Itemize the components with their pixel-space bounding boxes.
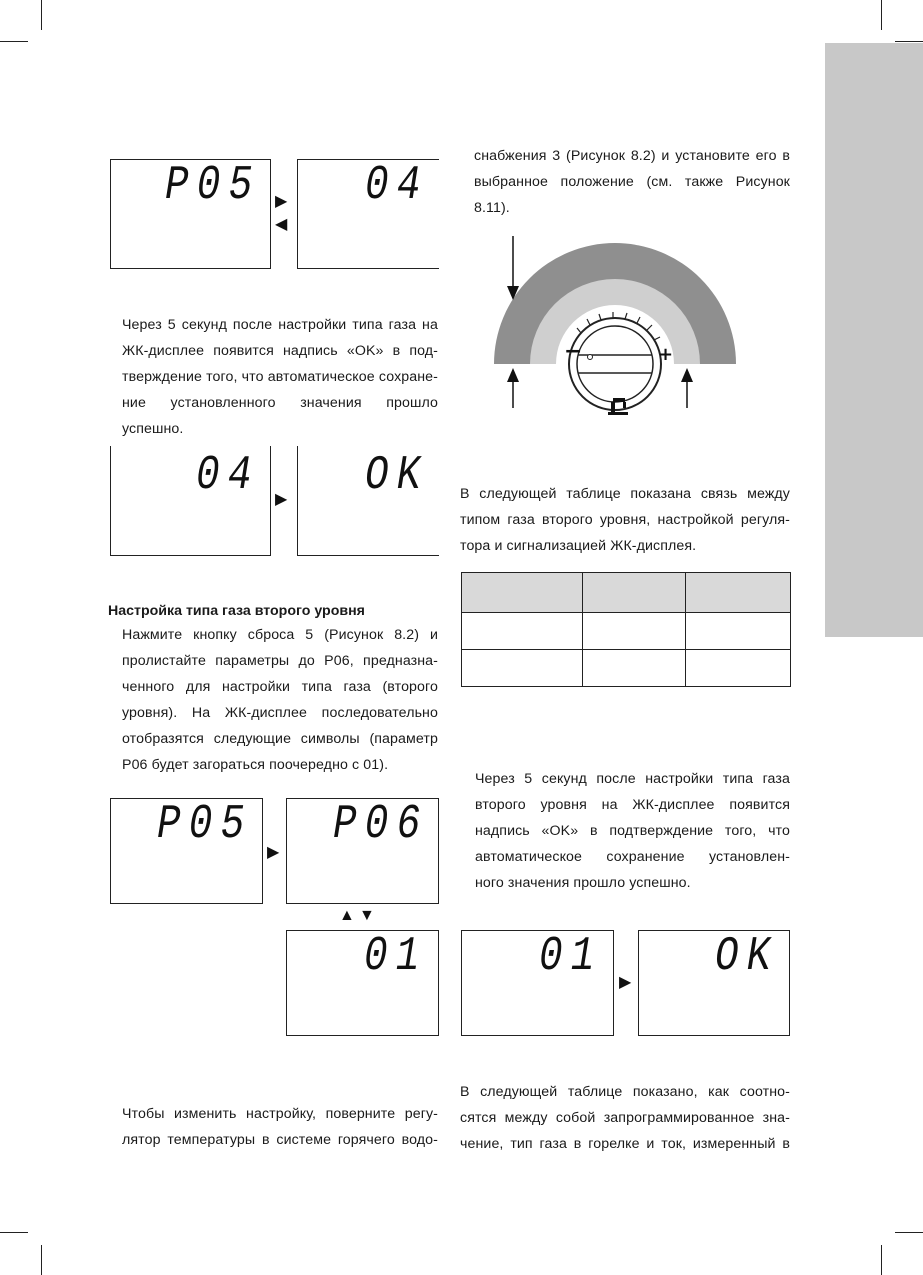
arrow-right-icon: ▶ (619, 974, 632, 991)
crop-mark (41, 0, 42, 30)
text-line: типом газа второго уровня, настройкой регуля- (460, 512, 790, 528)
crop-mark (895, 1232, 923, 1233)
text-line: снабжения 3 (Рисунок 8.2) и установите его в (474, 148, 790, 164)
text-line: В следующей таблице показана связь между (460, 486, 790, 502)
text-line: надпись «OK» в подтверждение того, что (475, 823, 790, 839)
text-line: P06 будет загораться поочередно с 01). (122, 757, 389, 773)
text-line: В следующей таблице показано, как соотно- (460, 1084, 790, 1100)
lcd-display (297, 446, 439, 556)
lcd-value: P06 (332, 798, 428, 852)
plus-label: + (658, 344, 674, 365)
arrow-right-icon: ▶ (275, 491, 288, 508)
lcd-display (638, 930, 790, 1036)
paragraph-reset-instructions (122, 622, 438, 778)
arrow-right-icon: ▶ (267, 844, 280, 861)
table-row (462, 650, 791, 687)
table-cell (462, 573, 583, 613)
arrow-left-icon: ◀ (275, 216, 288, 233)
lcd-value: 01 (539, 930, 603, 984)
lcd-display (110, 159, 271, 269)
lcd-display (461, 930, 614, 1036)
paragraph-table-intro (460, 481, 790, 559)
text-line: уровня). На ЖК-дисплее последовательно (122, 705, 438, 721)
lcd-display (297, 159, 439, 269)
lcd-value: OK (365, 449, 429, 503)
arrow-up-icon: ▲ (339, 907, 355, 924)
lcd-value: 01 (364, 930, 428, 984)
text-line: Через 5 секунд после настройки типа газа на (122, 317, 438, 333)
section-heading: Настройка типа газа второго уровня (108, 603, 365, 619)
lcd-display (286, 798, 439, 904)
text-line: пролистайте параметры до P06, предназна- (122, 653, 438, 669)
text-line: Чтобы изменить настройку, поверните регу- (122, 1106, 438, 1122)
lcd-display (286, 930, 439, 1036)
text-line: выбранное положение (см. также Рисунок 8.11). (474, 174, 790, 216)
lcd-value: P05 (164, 159, 260, 213)
table-cell (686, 613, 791, 650)
paragraph-top-right (474, 143, 790, 221)
text-line: тора и сигнализацией ЖК-дисплея. (460, 538, 697, 554)
table-row (462, 613, 791, 650)
lcd-value: P05 (156, 798, 252, 852)
arrow-down-icon: ▼ (359, 907, 375, 924)
paragraph-ok-confirmation (122, 312, 438, 442)
text-line: ние установленного значения прошло успешно. (122, 395, 438, 437)
gas-type-table (461, 572, 791, 687)
lcd-value: 04 (196, 449, 260, 503)
text-line: автоматическое сохранение установлен- (475, 849, 790, 865)
lcd-display (110, 798, 263, 904)
table-cell (583, 573, 686, 613)
text-line: лятор температуры в системе горячего водо- (122, 1132, 438, 1148)
crop-mark (881, 1245, 882, 1275)
table-cell (686, 573, 791, 613)
crop-mark (881, 0, 882, 30)
table-cell (583, 650, 686, 687)
text-line: отобразятся следующие символы (параметр (122, 731, 438, 747)
text-line: ЖК-дисплее появится надпись «OK» в под- (122, 343, 438, 359)
lcd-display (110, 446, 271, 556)
minus-label: − (564, 339, 583, 364)
text-line: сятся между собой запрограммированное зна- (460, 1110, 790, 1126)
text-line: Через 5 секунд после настройки типа газа (475, 771, 790, 787)
table-cell (686, 650, 791, 687)
crop-mark (41, 1245, 42, 1275)
crop-mark (0, 1232, 28, 1233)
paragraph-change-setting (122, 1101, 438, 1153)
text-line: второго уровня на ЖК-дисплее появится (475, 797, 790, 813)
crop-mark (0, 41, 28, 42)
arrow-right-icon: ▶ (275, 193, 288, 210)
crop-mark (895, 41, 923, 42)
temperature-knob-figure (480, 230, 760, 420)
text-line: чение, тип газа в горелке и ток, измеренный в (460, 1136, 790, 1152)
paragraph-bottom-right (460, 1079, 790, 1157)
chapter-side-tab (825, 43, 923, 637)
lcd-value: 04 (365, 159, 429, 213)
paragraph-ok-confirmation-second (475, 766, 790, 896)
table-cell (462, 613, 583, 650)
text-line: тверждение того, что автоматическое сохране- (122, 369, 438, 385)
text-line: Нажмите кнопку сброса 5 (Рисунок 8.2) и (122, 627, 438, 643)
text-line: ченного для настройки типа газа (второго (122, 679, 438, 695)
table-cell (583, 613, 686, 650)
text-line: ного значения прошло успешно. (475, 875, 691, 891)
lcd-value: OK (715, 930, 779, 984)
table-cell (462, 650, 583, 687)
table-header-row (462, 573, 791, 613)
